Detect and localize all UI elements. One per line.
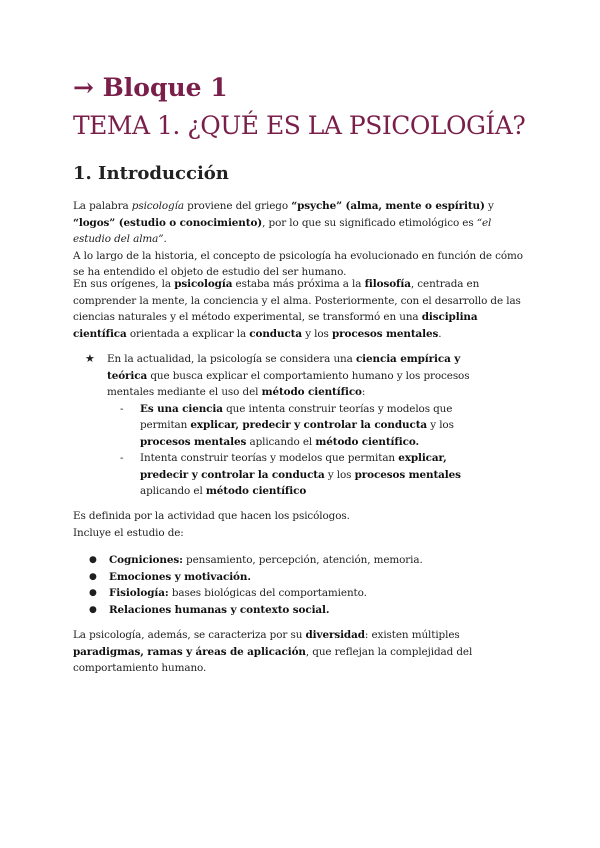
list-item — [107, 450, 485, 500]
text-run: , por lo que su significado etimológico es — [262, 216, 477, 229]
list-item — [87, 552, 531, 569]
dash-marker: - — [120, 452, 124, 464]
block-heading — [73, 70, 533, 106]
bullet-icon: ● — [89, 571, 97, 582]
text-run: aplicando el — [140, 485, 206, 497]
text-run: En sus orígenes, la — [73, 278, 175, 290]
text-run: método científico. — [315, 435, 420, 448]
text-run: Emociones y motivación. — [109, 570, 251, 583]
block-title: Bloque 1 — [102, 73, 228, 102]
text-run: estaba más próxima a la — [232, 278, 365, 290]
text-run: , centrada en comprender la mente, la conciencia y el alma. Posteriormente, con el desarrollo de las ciencias naturales y el método experimental, se transformó en una — [73, 278, 521, 323]
list-item — [87, 585, 531, 602]
text-run: y los — [427, 419, 454, 431]
text-run: que intenta construir teorías y modelos que permitan — [140, 402, 453, 431]
text-run: Es una ciencia — [140, 402, 223, 415]
text-run: . — [163, 233, 167, 245]
text-run: conducta — [249, 327, 302, 340]
text-run: y los — [302, 327, 332, 340]
text-run: : existen múltiples — [364, 629, 460, 641]
closing-paragraph — [73, 627, 531, 677]
text-run: método científico — [205, 485, 307, 497]
list-item — [85, 351, 497, 401]
list-item — [107, 401, 485, 451]
star-list — [85, 351, 525, 500]
text-run: y — [484, 200, 494, 212]
text-run: proviene del griego — [183, 200, 292, 212]
text-run: aplicando el — [246, 435, 316, 448]
dash-marker: - — [120, 402, 124, 415]
intro-paragraph-1 — [73, 198, 531, 281]
text-run: A lo largo de la historia, el concepto de psicología ha evolucionado en función de cómo se ha entendido el objeto de estudio del ser humano. — [73, 249, 523, 278]
text-run: “psyche” (alma, mente o espíritu) — [291, 200, 485, 212]
star-icon: ★ — [85, 352, 95, 365]
text-run: paradigmas, ramas y áreas de aplicación — [73, 645, 306, 658]
defined-paragraph — [73, 508, 531, 541]
text-run: “el estudio del alma” — [73, 216, 492, 245]
text-run: La psicología, además, se caracteriza por su — [73, 629, 306, 641]
text-run: Intenta construir teorías y modelos que permitan — [140, 452, 399, 464]
text-run: método científico — [261, 386, 362, 398]
bullet-icon: ● — [89, 555, 97, 565]
text-run: Relaciones humanas y contexto social. — [109, 603, 330, 616]
text-run: psicología — [174, 278, 233, 290]
text-run: que busca explicar el comportamiento humano y los procesos mentales mediante el uso del — [107, 369, 470, 398]
text-run: , que reflejan la complejidad del comportamiento humano. — [73, 645, 473, 674]
text-run: disciplina científica — [73, 311, 478, 340]
text-run: Es definida por la actividad que hacen los psicólogos. — [73, 510, 350, 522]
content-column — [73, 70, 533, 674]
text-run: Fisiología: — [109, 587, 169, 599]
list-item — [87, 569, 531, 586]
text-run: procesos mentales — [354, 468, 461, 481]
tema-title: TEMA 1. ¿QUÉ ES LA PSICOLOGÍA? — [73, 111, 526, 140]
text-run: Cogniciones: — [109, 554, 183, 566]
text-run: filosofía — [364, 278, 411, 290]
text-run: explicar, predecir y controlar la conducta — [140, 452, 447, 481]
text-run: “logos” (estudio o conocimiento) — [73, 216, 263, 229]
intro-paragraph-2 — [73, 276, 531, 342]
text-run: : — [361, 386, 366, 398]
text-run: pensamiento, percepción, atención, memoria. — [182, 554, 423, 566]
text-run: explicar, predecir y controlar la conducta — [190, 419, 428, 431]
list-item — [87, 602, 531, 619]
bullet-list — [73, 552, 531, 618]
text-run: La palabra — [73, 200, 132, 212]
text-run: Incluye el estudio de: — [73, 526, 184, 539]
text-run: ciencia empírica y teórica — [107, 353, 461, 382]
text-run: bases biológicas del comportamiento. — [168, 587, 367, 599]
text-run: orientada a explicar la — [126, 327, 250, 340]
section-title: 1. Introducción — [73, 163, 229, 184]
bullet-icon: ● — [89, 604, 97, 615]
text-run: En la actualidad, la psicología se considera una — [107, 353, 356, 365]
arrow-right-icon: → — [73, 73, 94, 102]
text-run: procesos mentales — [332, 327, 439, 340]
text-run: psicología — [131, 200, 184, 212]
text-run: . — [438, 327, 442, 340]
bullet-icon: ● — [89, 588, 97, 598]
text-run: diversidad — [305, 629, 365, 641]
text-run: y los — [324, 468, 355, 481]
text-run: procesos mentales — [140, 435, 247, 448]
